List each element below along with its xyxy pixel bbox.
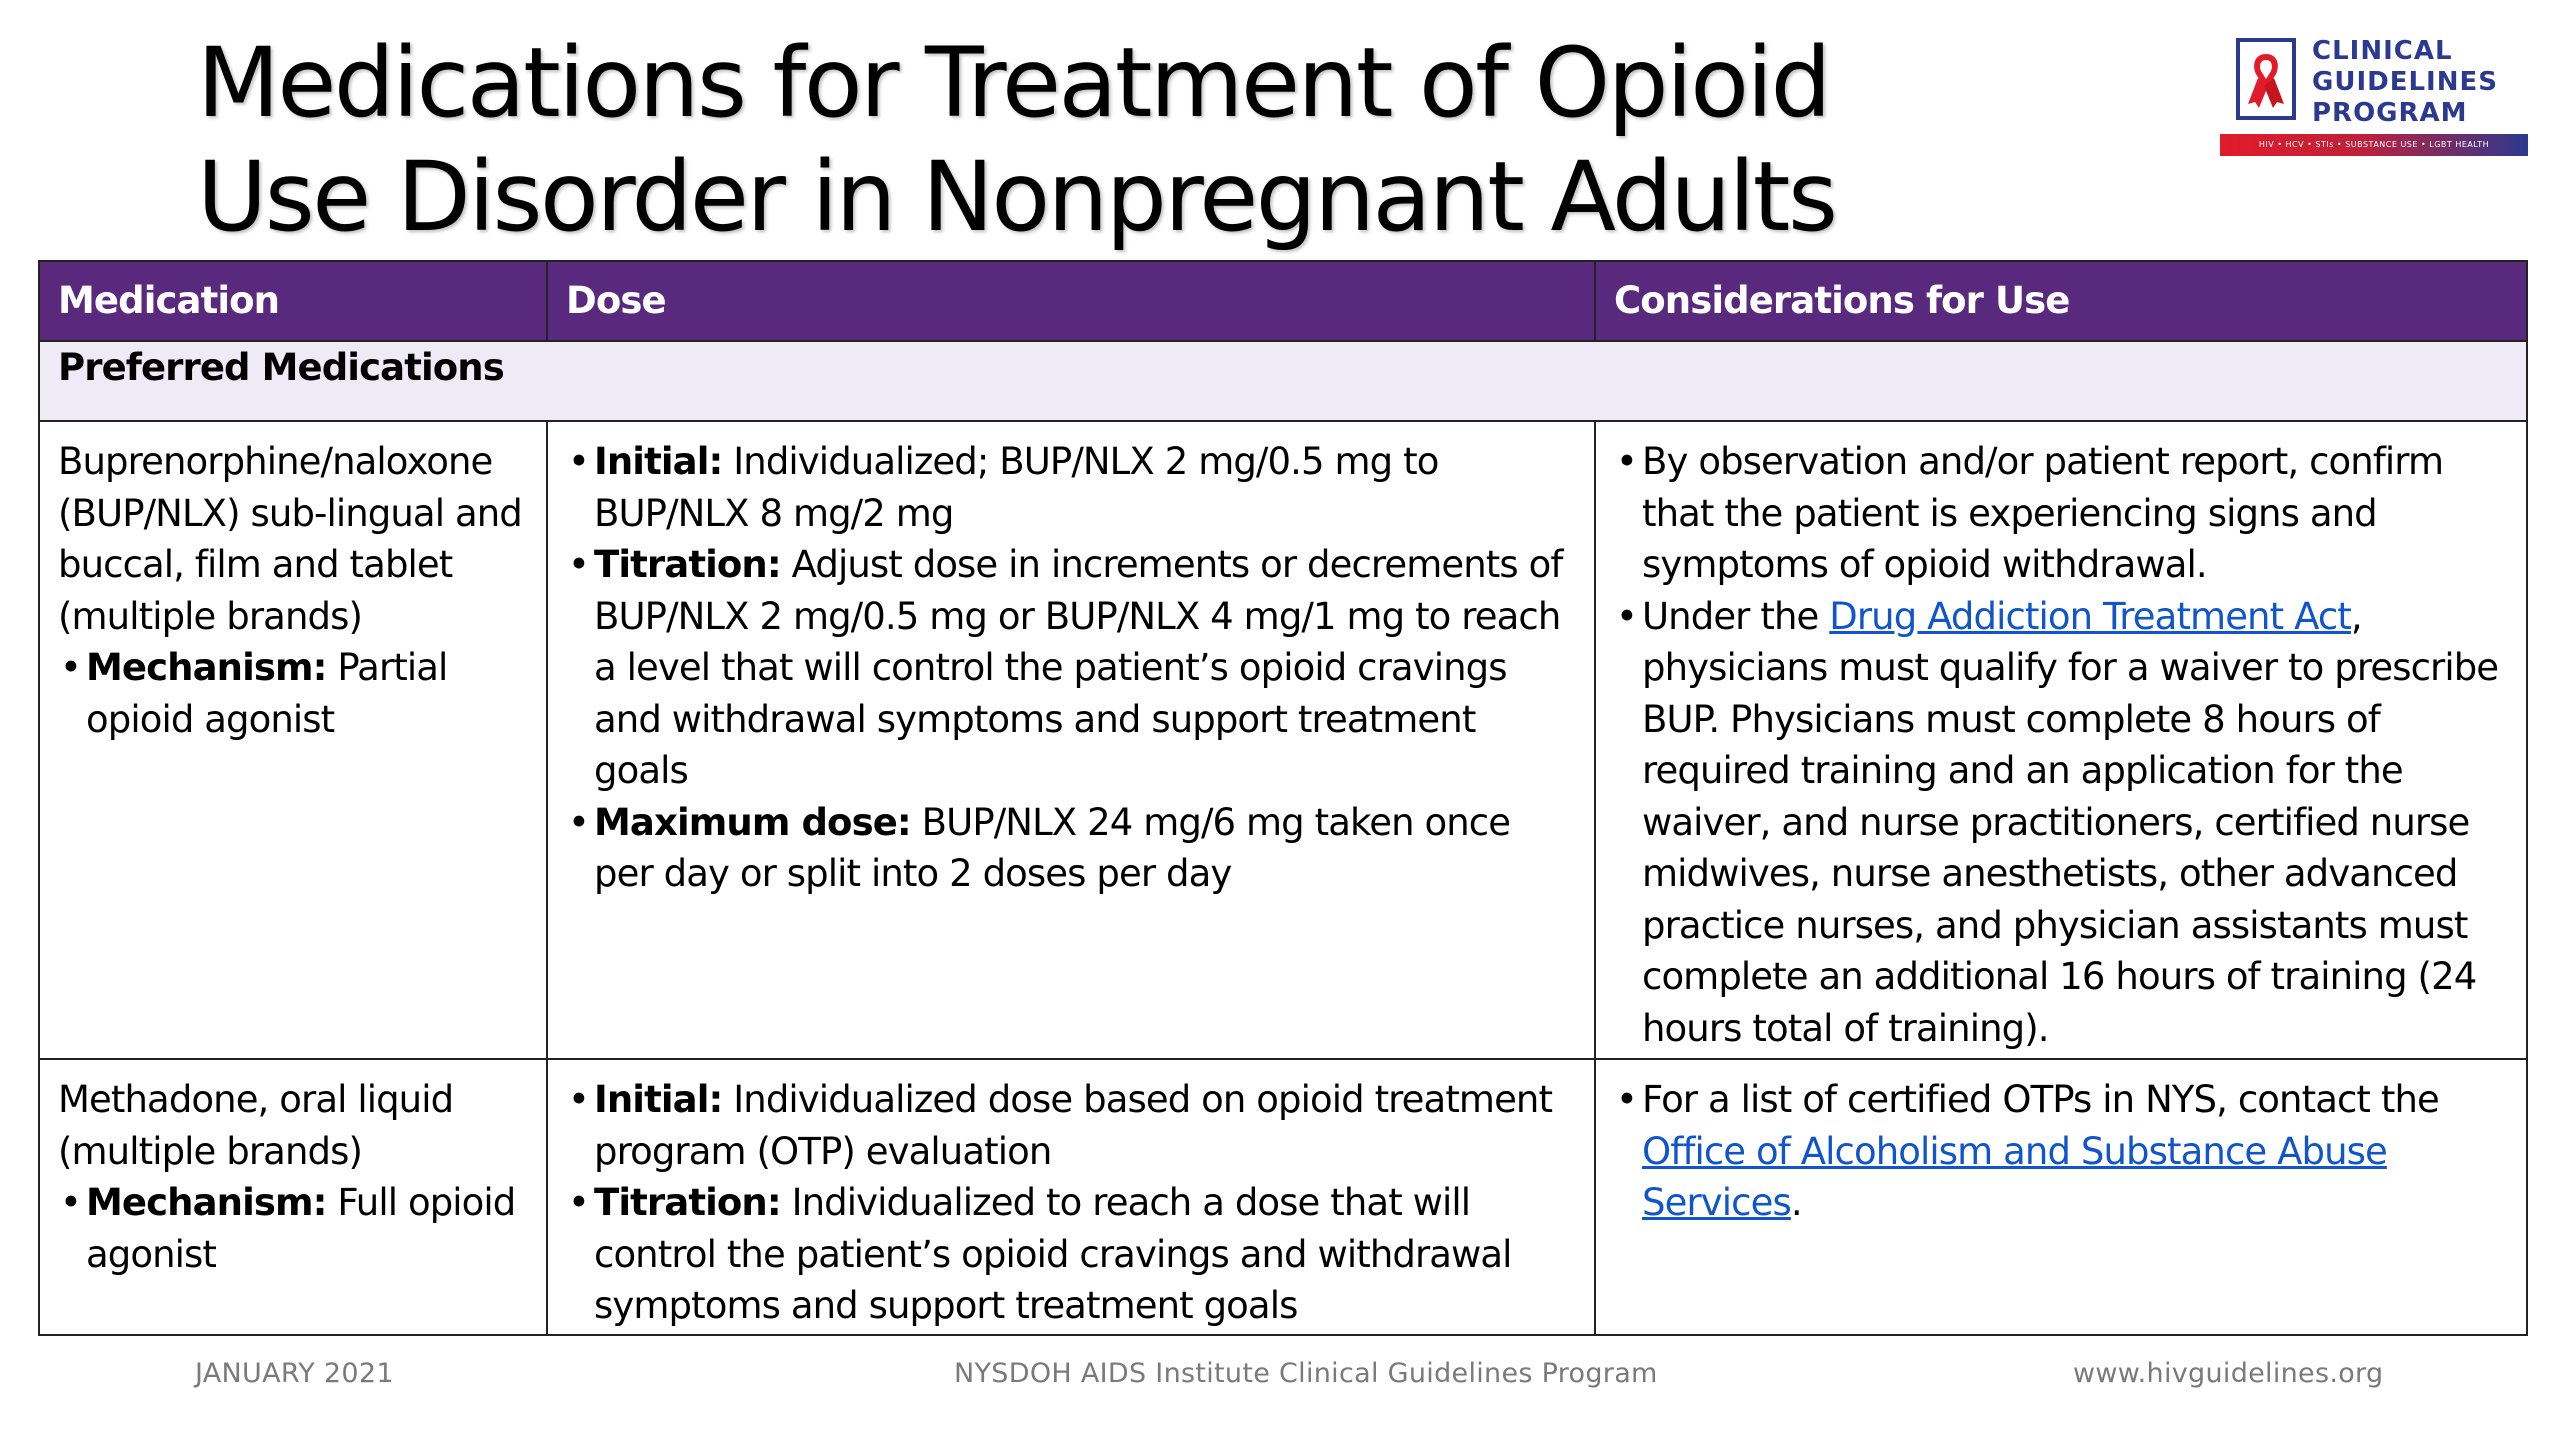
clinical-guidelines-logo: [2220, 36, 2528, 160]
slide-title: Medications for Treatment of Opioid Use Disorder in Nonpregnant Adults: [197, 27, 1836, 253]
logo-ribbon-box: [2236, 38, 2296, 120]
footer-program: NYSDOH AIDS Institute Clinical Guidelines Program: [954, 1358, 1658, 1389]
dose-item-titration: [566, 1177, 1578, 1332]
dose-label: Initial:: [594, 1078, 723, 1121]
mechanism-list: [58, 642, 530, 745]
table-header-row: [39, 261, 2527, 341]
dose-cell: [547, 421, 1595, 1059]
dose-text: Individualized; BUP/NLX 2 mg/0.5 mg to BUP/NLX 8 mg/2 mg: [594, 440, 1439, 535]
consideration-item: [1614, 1074, 2510, 1229]
section-row: [39, 341, 2527, 421]
red-ribbon-icon: [2246, 52, 2286, 110]
logo-line-2: GUIDELINES: [2312, 67, 2498, 97]
mechanism-text: Partial opioid agonist: [86, 646, 448, 741]
medications-table: [38, 260, 2528, 1336]
consideration-item: [1614, 591, 2510, 1055]
mechanism-label: Mechanism:: [86, 646, 327, 689]
mechanism-item: [58, 1177, 530, 1280]
dose-item-initial: [566, 1074, 1578, 1177]
consideration-item: • By observation and/or patient report, confirm that the patient is experiencing signs and symptoms of opioid withdrawal.: [1614, 436, 2510, 591]
dose-text: BUP/NLX 24 mg/6 mg taken once per day or split into 2 doses per day: [594, 800, 1511, 895]
medication-cell: [39, 421, 547, 1059]
table-row: [39, 1059, 2527, 1335]
dose-list: [566, 436, 1578, 900]
header-considerations: Considerations for Use: [1595, 261, 2527, 341]
table-row: [39, 421, 2527, 1059]
dose-item-initial: [566, 436, 1578, 539]
footer-website: www.hivguidelines.org: [2073, 1358, 2384, 1389]
oasas-link[interactable]: Office of Alcoholism and Substance Abuse Services: [1642, 1129, 2387, 1224]
consideration-text: Under the: [1642, 594, 1830, 638]
considerations-cell: [1595, 1059, 2527, 1335]
mechanism-text: Full opioid agonist: [86, 1181, 516, 1276]
section-preferred-medications: Preferred Medications: [39, 341, 2527, 421]
header-medication: Medication: [39, 261, 547, 341]
considerations-list: [1614, 436, 2510, 1054]
logo-line-1: CLINICAL: [2312, 36, 2453, 66]
dose-label: Maximum dose:: [594, 800, 911, 844]
dose-text: Individualized dose based on opioid treatment program (OTP) evaluation: [594, 1078, 1553, 1173]
medication-name: Buprenorphine/naloxone (BUP/NLX) sub-lingual and buccal, film and tablet (multiple brands): [58, 440, 522, 638]
dose-cell: [547, 1059, 1595, 1335]
consideration-text: For a list of certified OTPs in NYS, contact the: [1642, 1078, 2439, 1121]
logo-wordmark: [2312, 36, 2528, 129]
logo-tagline: HIV • HCV • STIs • SUBSTANCE USE • LGBT HEALTH: [2220, 134, 2528, 156]
mechanism-list: [58, 1177, 530, 1280]
dose-text: Adjust dose in increments or decrements of BUP/NLX 2 mg/0.5 mg or BUP/NLX 4 mg/1 mg to reach a level that will control the patient’s opioid cravings and withdrawal symptoms and support treatment goals: [594, 543, 1563, 792]
dose-list: [566, 1074, 1578, 1332]
dose-label: Titration:: [594, 543, 781, 586]
dose-label: Initial:: [594, 440, 723, 483]
mechanism-label: Mechanism:: [86, 1181, 327, 1224]
considerations-list: [1614, 1074, 2510, 1229]
logo-line-3: PROGRAM: [2312, 98, 2468, 128]
dose-item-maximum: [566, 797, 1578, 900]
medication-cell: [39, 1059, 547, 1335]
dose-label: Titration:: [594, 1181, 781, 1224]
consideration-text: .: [1790, 1181, 1802, 1224]
header-dose: Dose: [547, 261, 1595, 341]
considerations-cell: [1595, 421, 2527, 1059]
dose-item-titration: [566, 539, 1578, 797]
consideration-text: , physicians must qualify for a waiver to prescribe BUP. Physicians must complete 8 hours of required training and an application for the waiver, and nurse practitioners, certified nurse midwives, nurse anesthetists, other advanced practice nurses, and physician assistants must complete an additional 16 hours of training (24 hours total of training).: [1642, 594, 2499, 1050]
mechanism-item: [58, 642, 530, 745]
drug-addiction-treatment-act-link[interactable]: Drug Addiction Treatment Act: [1829, 594, 2351, 638]
footer-date: JANUARY 2021: [195, 1358, 394, 1389]
dose-text: Individualized to reach a dose that will control the patient’s opioid cravings and withdrawal symptoms and support treatment goals: [594, 1181, 1512, 1327]
medication-name: Methadone, oral liquid (multiple brands): [58, 1078, 454, 1173]
